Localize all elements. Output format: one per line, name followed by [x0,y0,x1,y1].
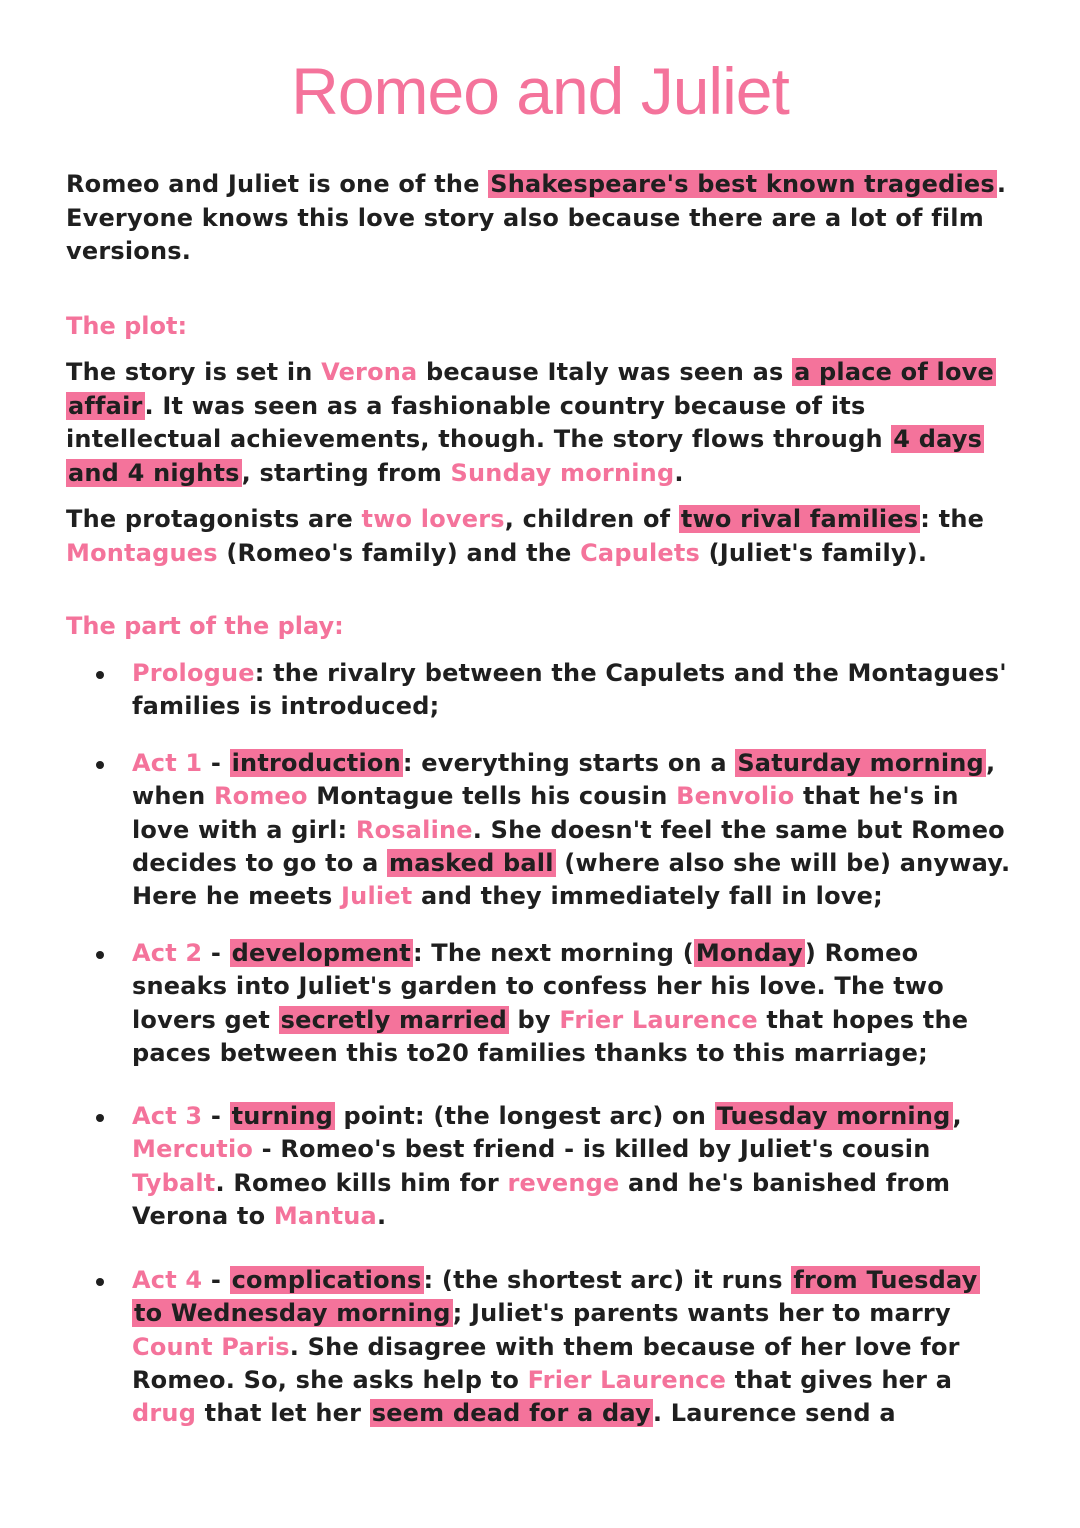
highlight: development [231,939,411,967]
highlight: 4 days and 4 nights [68,425,983,487]
text: : The next morning ( [412,939,694,967]
text: Montague tells his cousin [307,782,677,811]
pink-keyword: Mercutio [132,1135,254,1164]
highlight: a place of love affair [68,358,994,420]
text: , when [132,749,996,811]
bullet-dot [96,671,104,679]
text: The protagonists are [66,505,362,533]
text: that gives her a [726,1365,953,1394]
text: that let her [196,1399,370,1428]
text: because Italy was seen as [417,358,793,386]
plot-heading: The plot: [66,312,188,340]
text: . She doesn't feel the same but Romeo decides to go to a [132,815,1005,877]
page-title: Romeo and Juliet [291,54,789,128]
highlight: masked ball [389,848,554,877]
text: and they immediately fall in love; [412,882,883,911]
text: : the [920,505,985,533]
act-label: Act 3 [132,1102,203,1130]
text: . Romeo kills him for [215,1168,508,1197]
highlight: complications [231,1266,422,1294]
pink-keyword: Sunday morning [450,458,675,487]
pink-keyword: Frier Laurence [527,1365,727,1394]
text: - [202,1266,230,1294]
highlight: secretly married [280,1005,507,1034]
intro-paragraph [66,168,1014,269]
text: . It was seen as a fashionable country because of its intellectual achievements, though. The story flows through [66,391,892,453]
pink-keyword: Juliet [341,882,413,911]
list-item-text [132,657,1012,724]
list-item-text [132,937,1012,1070]
text: Romeo and Juliet is one of the [66,170,489,198]
text: - [202,939,230,967]
list-item-text [132,1264,1012,1430]
pink-keyword: Frier Laurence [559,1005,758,1034]
parts-heading: The part of the play: [66,612,344,640]
pink-keyword: revenge [507,1168,620,1197]
highlight: Shakespeare's best known tragedies [490,170,995,198]
highlight: seem dead for a day [371,1399,651,1428]
text: . Everyone knows this love story also because there are a lot of film versions. [66,170,1007,265]
pink-keyword: Count Paris [132,1332,290,1361]
text: . [376,1201,387,1230]
text: ) Romeo sneaks into Juliet's garden to confess her his love. The two lovers get [132,939,944,1034]
pink-keyword: Rosaline [355,815,473,844]
text: - [202,1102,230,1130]
plot-paragraph-2 [66,503,1014,570]
highlight: from Tuesday to Wednesday morning [134,1266,978,1328]
bullet-dot [96,1114,104,1122]
pink-keyword: Capulets [580,538,701,567]
list-item-text [132,1100,1012,1233]
pink-keyword: Tybalt [132,1168,216,1197]
pink-keyword: Romeo [213,782,308,811]
text: , starting from [241,458,451,487]
text: . She disagree with them because of her love for Romeo. So, she asks help to [132,1332,960,1394]
text: : (the shortest arc) it runs [423,1266,792,1294]
pink-keyword: Mantua [273,1201,377,1230]
text: . [674,458,684,487]
text: , children of [504,505,679,533]
pink-keyword: Verona [321,358,418,386]
text: that hopes the paces between this to20 families thanks to this marriage; [132,1005,969,1067]
pink-keyword: Prologue [132,659,255,687]
text: point: (the longest arc) on [334,1102,715,1130]
highlight: turning [231,1102,333,1130]
text: (Juliet's family). [700,538,928,567]
text: The story is set in [66,358,322,386]
text: (Romeo's family) and the [217,538,581,567]
bullet-dot [96,761,104,769]
highlight: introduction [231,749,401,777]
text: . Laurence send a [652,1399,896,1428]
text: - Romeo's best friend - is killed by Juliet's cousin [253,1135,931,1164]
act-label: Act 1 [132,749,203,777]
act-label: Act 2 [132,939,203,967]
text: ; Juliet's parents wants her to marry [452,1299,951,1328]
bullet-dot [96,951,104,959]
text: (where also she will be) anyway. Here he meets [132,848,1011,911]
pink-keyword: two lovers [361,505,505,533]
text: by [508,1005,560,1034]
plot-paragraph-1 [66,356,1014,490]
highlight: Monday [695,939,803,967]
highlight: Tuesday morning [716,1102,951,1130]
highlight: Saturday morning [737,749,984,777]
text: and he's banished from Verona to [132,1168,951,1230]
list-item-text [132,747,1012,913]
highlight: two rival families [680,505,919,533]
act-label: Act 4 [132,1266,203,1294]
text: : the rivalry between the Capulets and the Montagues' families is introduced; [132,659,1007,721]
text: - [202,749,230,777]
text: , [952,1102,962,1130]
bullet-dot [96,1278,104,1286]
pink-keyword: Montagues [66,538,218,567]
pink-keyword: drug [132,1399,197,1428]
text: that he's in love with a girl: [132,782,959,844]
pink-keyword: Benvolio [676,782,795,811]
text: : everything starts on a [402,749,736,777]
